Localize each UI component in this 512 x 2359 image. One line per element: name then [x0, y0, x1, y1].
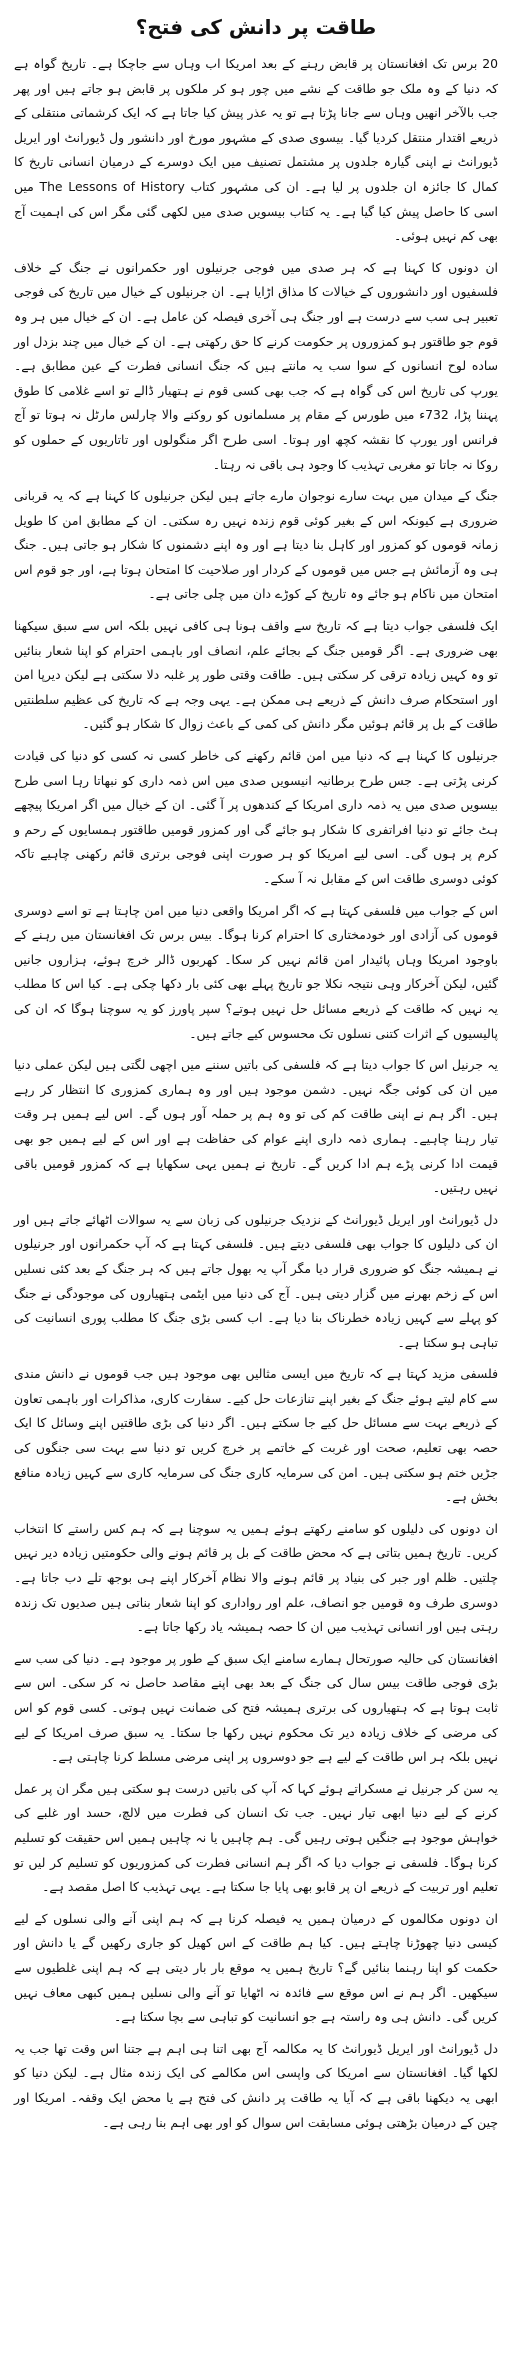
article-paragraph: یہ جرنیل اس کا جواب دیتا ہے کہ فلسفی کی باتیں سننے میں اچھی لگتی ہیں لیکن عملی دنیا میں ان کی کوئی جگہ نہیں۔ دشمن موجود ہیں اور وہ ہماری کمزوری کا انتظار کر رہے ہیں۔ اگر ہم نے اپنی طاقت کم کی تو وہ ہم پر حملہ آور ہوں گے۔ اس لیے ہمیں ہر وقت تیار رہنا چاہیے۔ ہماری ذمہ داری اپنے عوام کی حفاظت ہے اور اس کے لیے ہمیں جو بھی قیمت ادا کرنی پڑے ہم ادا کریں گے۔ تاریخ نے ہمیں یہی سکھایا ہے کہ کمزور قومیں باقی نہیں رہتیں۔ [14, 1057, 498, 1196]
article-paragraph: جنگ کے میدان میں بہت سارے نوجوان مارے جاتے ہیں لیکن جرنیلوں کا کہنا ہے کہ یہ قربانی ضروری ہے کیونکہ اس کے بغیر کوئی قوم زندہ نہیں رہ سکتی۔ ان کے مطابق امن کا طویل زمانہ قوموں کو کمزور اور کاہل بنا دیتا ہے اور وہ اپنے دشمنوں کا شکار ہو جاتی ہیں۔ جنگ ہی وہ آزمائش ہے جس میں قوموں کے کردار اور صلاحیت کا امتحان ہوتا ہے، اور جو قوم اس امتحان میں ناکام ہو جائے وہ تاریخ کے کوڑے دان میں چلی جاتی ہے۔ [14, 488, 498, 602]
article-headline: طاقت پر دانش کی فتح؟ [135, 15, 377, 39]
article-paragraph: اس کے جواب میں فلسفی کہتا ہے کہ اگر امریکا واقعی دنیا میں امن چاہتا ہے تو اسے دوسری قوموں کی آزادی اور خودمختاری کا احترام کرنا ہوگا۔ بیس برس تک افغانستان میں رہنے کے باوجود امریکا وہاں پائیدار امن قائم نہیں کر سکا۔ کھربوں ڈالر خرچ ہوئے، ہزاروں جانیں گئیں، لیکن آخرکار وہی نتیجہ نکلا جو تاریخ پہلے بھی کئی بار دکھا چکی ہے۔ کیا اس کا مطلب یہ نہیں کہ طاقت کے ذریعے مسائل حل نہیں ہوتے؟ سپر پاورز کو یہ سوچنا ہوگا کہ ان کی پالیسیوں کے اثرات کتنی نسلوں تک محسوس کیے جاتے ہیں۔ [14, 902, 498, 1041]
article-paragraph: ان دونوں مکالموں کے درمیان ہمیں یہ فیصلہ کرنا ہے کہ ہم اپنی آنے والی نسلوں کے لیے کیسی دنیا چھوڑنا چاہتے ہیں۔ کیا ہم طاقت کے اس کھیل کو جاری رکھیں گے یا دانش اور حکمت کو اپنا رہنما بنائیں گے؟ تاریخ ہمیں یہ موقع بار بار دیتی ہے کہ ہم اپنی غلطیوں سے سیکھیں۔ اگر ہم نے اس موقع سے فائدہ نہ اٹھایا تو آنے والی نسلیں ہمیں کبھی معاف نہیں کریں گی۔ دانش ہی وہ راستہ ہے جو انسانیت کو تباہی سے بچا سکتا ہے۔ [14, 1910, 498, 2025]
article-paragraph: فلسفی مزید کہتا ہے کہ تاریخ میں ایسی مثالیں بھی موجود ہیں جب قوموں نے دانش مندی سے کام لیتے ہوئے جنگ کے بغیر اپنے تنازعات حل کیے۔ سفارت کاری، مذاکرات اور باہمی تعاون کے ذریعے بہت سے مسائل حل کیے جا سکتے ہیں۔ اگر دنیا کی بڑی طاقتیں اپنے وسائل کا ایک حصہ بھی تعلیم، صحت اور غربت کے خاتمے پر خرچ کریں تو دنیا سے بہت سی جنگوں کی جڑیں ختم ہو سکتی ہیں۔ امن کی سرمایہ کاری جنگ کی سرمایہ کاری سے کہیں زیادہ منافع بخش ہے۔ [14, 1366, 498, 1505]
article-paragraph: 20 برس تک افغانستان پر قابض رہنے کے بعد امریکا اب وہاں سے جاچکا ہے۔ تاریخ گواہ ہے کہ دنیا کے وہ ملک جو طاقت کے نشے میں چور ہو کر ملکوں پر قابض ہو جاتے ہیں اور پھر جب بالآخر انھیں وہاں سے جانا پڑتا ہے تو یہ عذر پیش کیا جاتا ہے کہ ایک کرشماتی منتقلی کے ذریعے اقتدار منتقل کردیا گیا۔ بیسوی صدی کے مشہور مورخ اور دانشور ول ڈیورانٹ اور ایریل ڈیورانٹ نے اپنی گیارہ جلدوں پر مشتمل تصنیف میں ایک دوسرے کے درمیان انسانی تاریخ کا کمال کا جائزہ ان جلدوں پر لیا ہے۔ ان کی مشہور کتاب The Lessons of History میں اسی کا حاصل پیش کیا گیا ہے۔ یہ کتاب بیسویں صدی میں لکھی گئی مگر اس کی اہمیت آج بھی کم نہیں ہوئی۔ [14, 56, 499, 244]
article-paragraph: افغانستان کی حالیہ صورتحال ہمارے سامنے ایک سبق کے طور پر موجود ہے۔ دنیا کی سب سے بڑی فوجی طاقت بیس سال کی جنگ کے بعد بھی اپنے مقاصد حاصل نہ کر سکی۔ اس سے ثابت ہوتا ہے کہ ہتھیاروں کی برتری ہمیشہ فتح کی ضمانت نہیں ہوتی۔ کسی قوم کو اس کی مرضی کے خلاف زیادہ دیر تک محکوم نہیں رکھا جا سکتا۔ یہ سبق صرف امریکا کے لیے نہیں بلکہ ہر اس طاقت کے لیے ہے جو دوسروں پر اپنی مرضی مسلط کرنا چاہتی ہے۔ [14, 1650, 498, 1765]
article-paragraph: دل ڈیورانٹ اور ایریل ڈیورانٹ کا یہ مکالمہ آج بھی اتنا ہی اہم ہے جتنا اس وقت تھا جب یہ لکھا گیا۔ افغانستان سے امریکا کی واپسی اس مکالمے کی ایک زندہ مثال ہے۔ لیکن دنیا کو ابھی یہ دیکھنا باقی ہے کہ آیا یہ طاقت پر دانش کی فتح ہے یا محض ایک وقفہ۔ امریکا اور چین کے درمیان بڑھتی ہوئی مسابقت اس سوال کو اور بھی اہم بنا رہی ہے۔ [14, 2040, 498, 2130]
article-paragraph: یہ سن کر جرنیل نے مسکراتے ہوئے کہا کہ آپ کی باتیں درست ہو سکتی ہیں مگر ان پر عمل کرنے کے لیے دنیا ابھی تیار نہیں۔ جب تک انسان کی فطرت میں لالچ، حسد اور غلبے کی خواہش موجود ہے جنگیں ہوتی رہیں گی۔ ہم چاہیں یا نہ چاہیں ہمیں اس حقیقت کو تسلیم کرنا ہوگا۔ فلسفی نے جواب دیا کہ اگر ہم انسانی فطرت کی کمزوریوں کو تسلیم کر لیں تو تعلیم اور تربیت کے ذریعے ان پر قابو بھی پایا جا سکتا ہے۔ یہی تہذیب کا اصل مقصد ہے۔ [14, 1780, 498, 1895]
article-paragraph: دل ڈیورانٹ اور ایریل ڈیورانٹ کے نزدیک جرنیلوں کی زبان سے یہ سوالات اٹھائے جاتے ہیں اور ان کی دلیلوں کا جواب بھی فلسفی دیتے ہیں۔ فلسفی کہتا ہے کہ آپ حکمرانوں اور جرنیلوں نے ہمیشہ جنگ کو ضروری قرار دیا مگر آپ یہ بھول جاتے ہیں کہ ہر جنگ کے بعد کئی نسلیں اس کے زخم بھرنے میں گزار دیتی ہیں۔ آج کی دنیا میں ایٹمی ہتھیاروں کی موجودگی نے جنگ کو پہلے سے کہیں زیادہ خطرناک بنا دیا ہے۔ اب کسی بڑی جنگ کا مطلب پوری انسانیت کی تباہی ہو سکتا ہے۔ [14, 1211, 498, 1350]
article-paragraph: ایک فلسفی جواب دیتا ہے کہ تاریخ سے واقف ہونا ہی کافی نہیں بلکہ اس سے سبق سیکھنا بھی ضروری ہے۔ اگر قومیں جنگ کے بجائے علم، انصاف اور باہمی احترام کو اپنا شعار بنائیں تو وہ کہیں زیادہ ترقی کر سکتی ہیں۔ طاقت وقتی طور پر غلبہ دلا سکتی ہے لیکن دیرپا امن اور استحکام صرف دانش کے ذریعے ہی ممکن ہے۔ یہی وجہ ہے کہ تاریخ کی عظیم سلطنتیں طاقت کے بل پر قائم ہوئیں مگر دانش کی کمی کے باعث زوال کا شکار ہو گئیں۔ [14, 618, 498, 732]
article-body [14, 52, 498, 2135]
article-paragraph: ان دونوں کی دلیلوں کو سامنے رکھتے ہوئے ہمیں یہ سوچنا ہے کہ ہم کس راستے کا انتخاب کریں۔ تاریخ ہمیں بتاتی ہے کہ محض طاقت کے بل پر قائم ہونے والی حکومتیں زیادہ دیر نہیں چلتیں۔ ظلم اور جبر کی بنیاد پر قائم ہونے والا نظام آخرکار اپنے ہی بوجھ تلے دب جاتا ہے۔ دوسری طرف وہ قومیں جو انصاف، علم اور رواداری کو اپنا شعار بناتی ہیں صدیوں تک زندہ رہتی ہیں اور انسانی تہذیب میں ان کا حصہ ہمیشہ یاد رکھا جاتا ہے۔ [14, 1520, 498, 1635]
article-paragraph: جرنیلوں کا کہنا ہے کہ دنیا میں امن قائم رکھنے کی خاطر کسی نہ کسی کو دنیا کی قیادت کرنی پڑتی ہے۔ جس طرح برطانیہ انیسویں صدی میں اس ذمہ داری کو نبھاتا رہا اسی طرح بیسویں صدی میں یہ ذمہ داری امریکا کے کندھوں پر آ گئی۔ ان کے خیال میں اگر امریکا پیچھے ہٹ جائے تو دنیا افراتفری کا شکار ہو جائے گی اور کمزور قومیں طاقتور ہمسایوں کے رحم و کرم پر ہوں گی۔ اسی لیے امریکا کو ہر صورت اپنی فوجی برتری قائم رکھنی چاہیے تاکہ کوئی دوسری طاقت اس کے مقابل نہ آ سکے۔ [14, 748, 498, 886]
article-paragraph: ان دونوں کا کہنا ہے کہ ہر صدی میں فوجی جرنیلوں اور حکمرانوں نے جنگ کے خلاف فلسفیوں اور دانشوروں کے خیالات کا مذاق اڑایا ہے۔ ان جرنیلوں کے خیال میں تاریخ کی فوجی تعبیر ہی سب سے درست ہے اور جنگ ہی آخری فیصلہ کن عامل ہے۔ ان کے خیال میں ہر وہ قوم جو طاقتور ہو کمزوروں پر حکومت کرنے کا حق رکھتی ہے۔ ان کے خیال میں چند بزدل اور ساده لوح انسانوں کے سوا سب یہ مانتے ہیں کہ جنگ انسانی فطرت کے عین مطابق ہے۔ یورپ کی تاریخ اس کی گواہ ہے کہ جب بھی کسی قوم نے ہتھیار ڈالے تو اسے غلامی کا طوق پہننا پڑا، 732ء میں طورس کے مقام پر مسلمانوں کو روکنے والا چارلس مارٹل نہ ہوتا تو آج فرانس اور یورپ کا نقشہ کچھ اور ہوتا۔ اسی طرح اگر منگولوں اور تاتاریوں کے حملوں کو روکا نہ جاتا تو مغربی تہذیب کا وجود ہی باقی نہ رہتا۔ [14, 259, 498, 472]
